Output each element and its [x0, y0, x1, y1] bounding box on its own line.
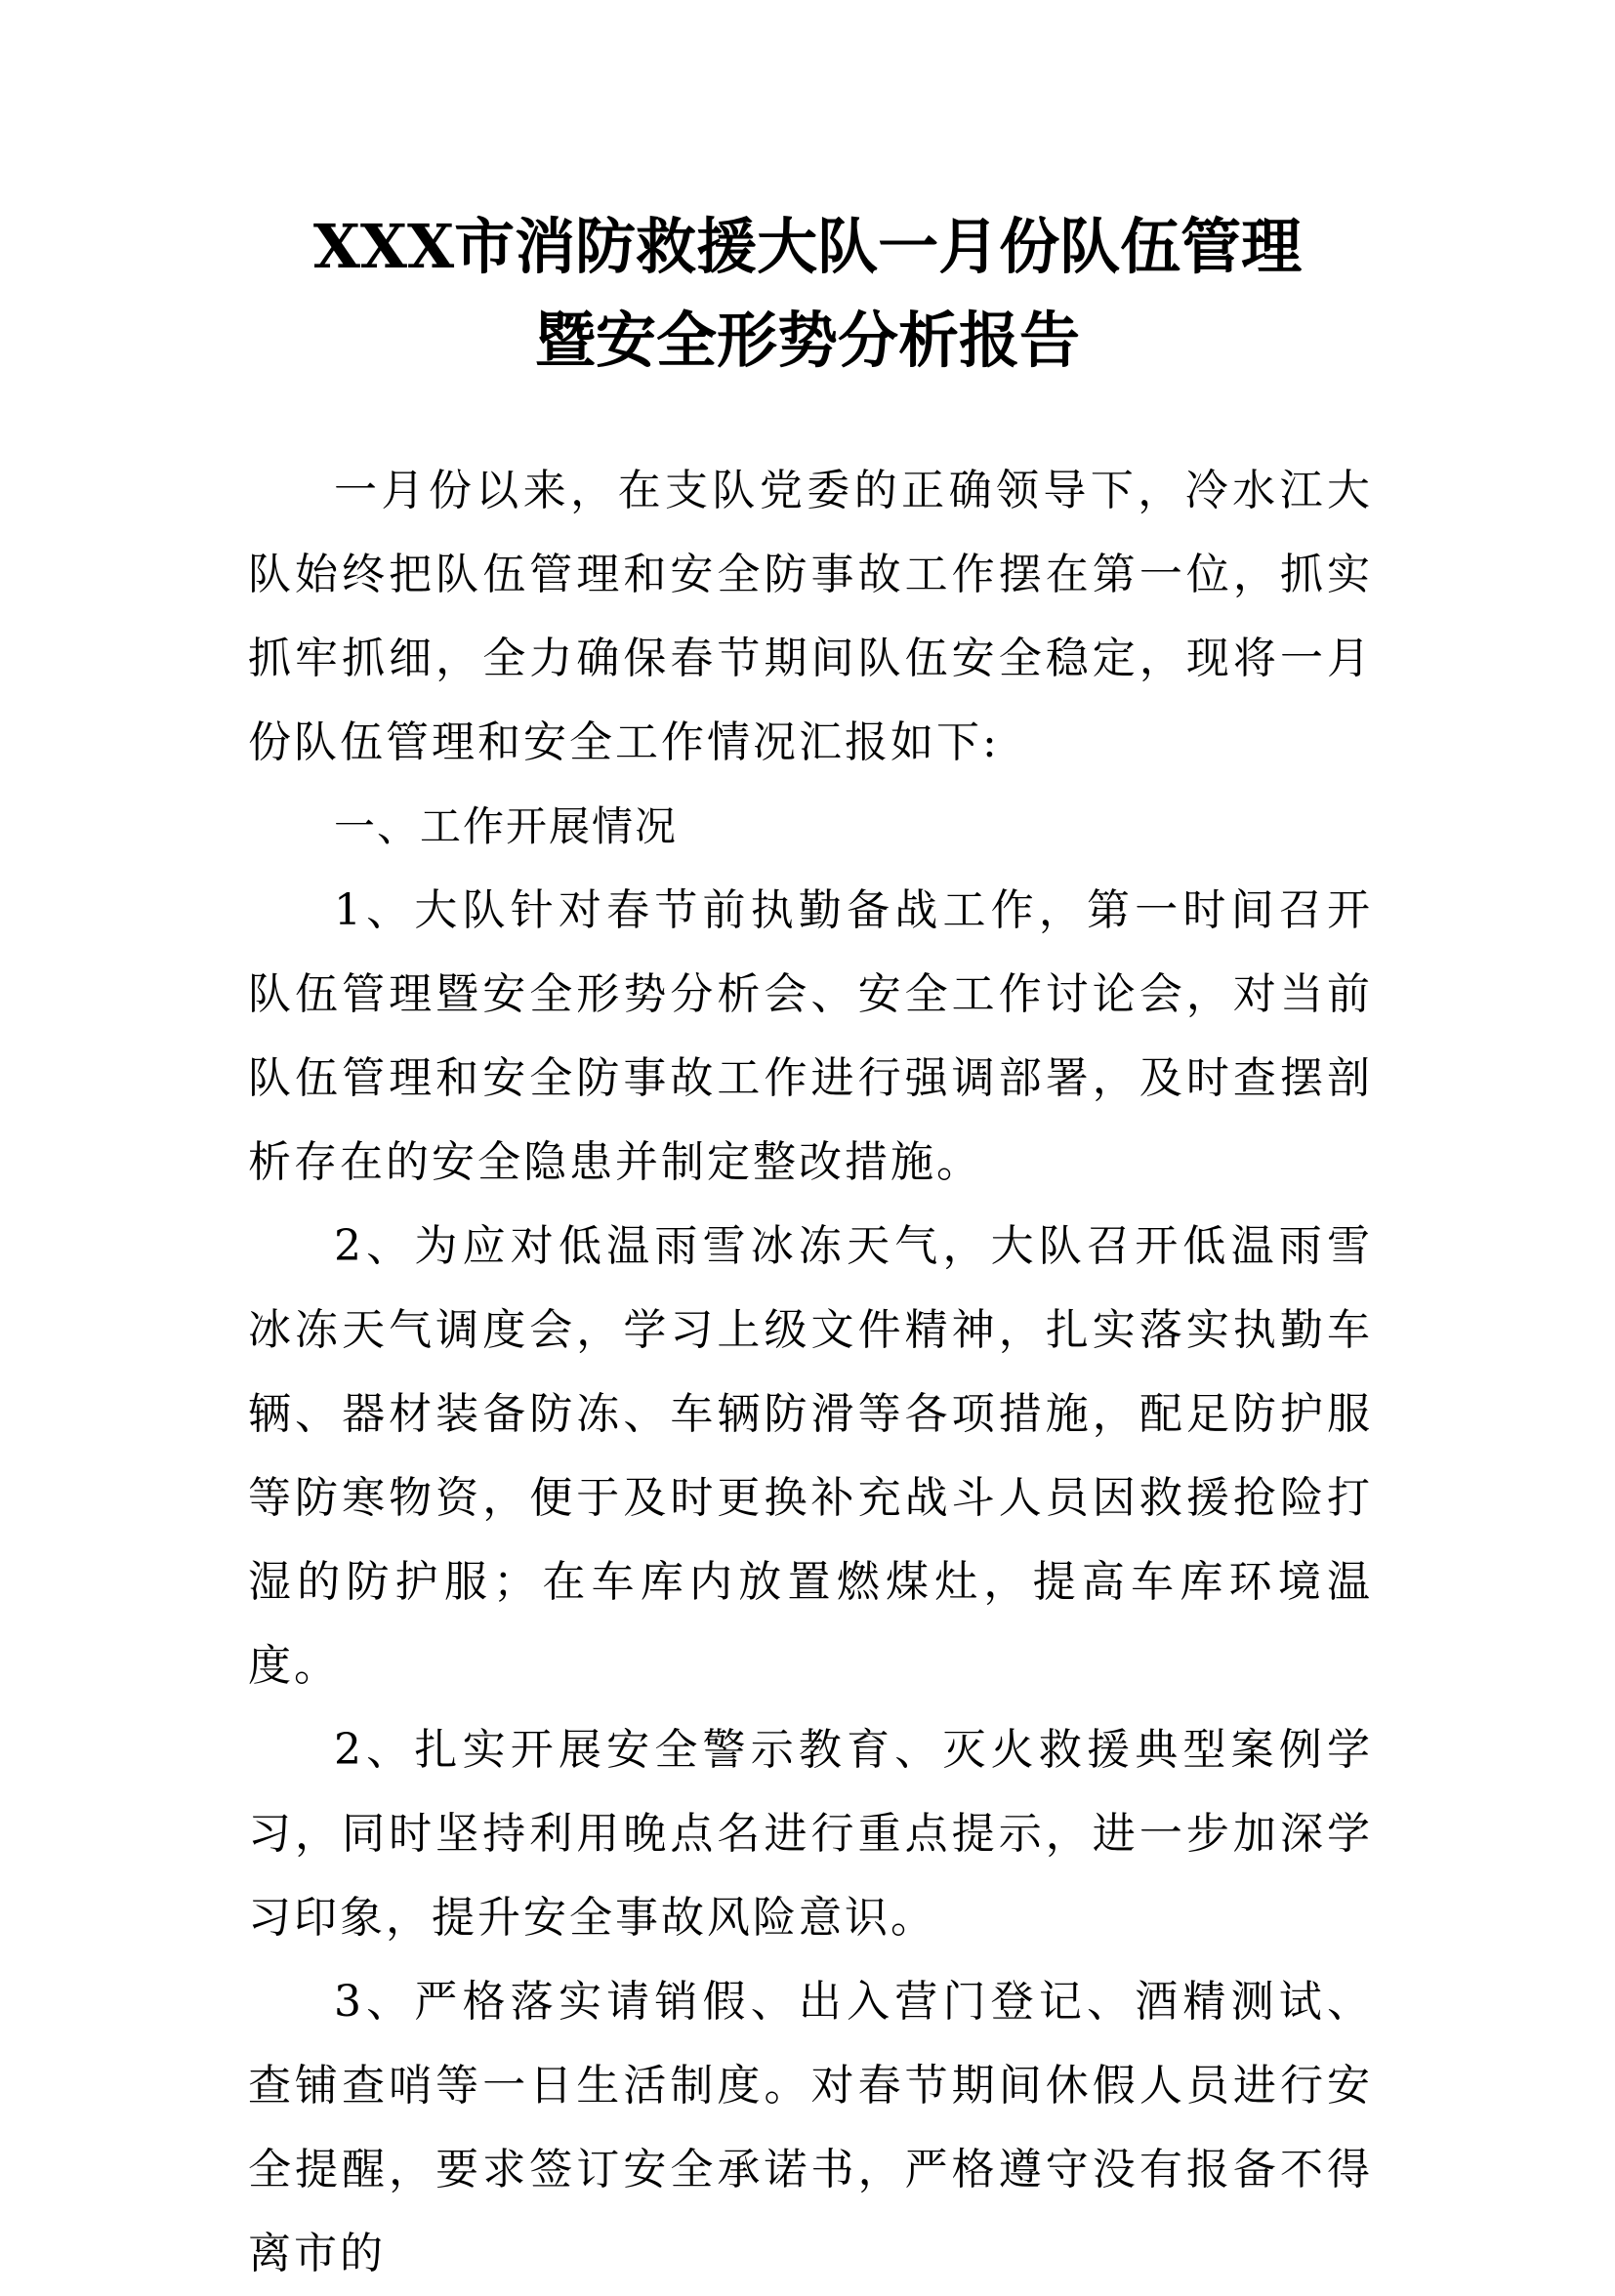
title-line-1: XXX市消防救援大队一月份队伍管理	[312, 211, 1303, 282]
intro-paragraph: 一月份以来，在支队党委的正确领导下，冷水江大队始终把队伍管理和安全防事故工作摆在第一位，抓实抓牢抓细，全力确保春节期间队伍安全稳定，现将一月份队伍管理和安全工作情况汇报如下:	[248, 466, 1373, 767]
item-paragraph-4: 3、严格落实请销假、出入营门登记、酒精测试、查铺查哨等一日生活制度。对春节期间休假人员进行安全提醒，要求签订安全承诺书，严格遵守没有报备不得离市的	[248, 1977, 1373, 2278]
item-paragraph-1: 1、大队针对春节前执勤备战工作，第一时间召开队伍管理暨安全形势分析会、安全工作讨论会，对当前队伍管理和安全防事故工作进行强调部署，及时查摆剖析存在的安全隐患并制定整改措施。	[248, 885, 1373, 1187]
item-paragraph-3: 2、扎实开展安全警示教育、灭火救援典型案例学习，同时坚持利用晚点名进行重点提示，进一步加深学习印象，提升安全事故风险意识。	[248, 1725, 1373, 1943]
title-line-2: 暨安全形势分析报告	[534, 305, 1080, 376]
item-paragraph-2: 2、为应对低温雨雪冰冻天气，大队召开低温雨雪冰冻天气调度会，学习上级文件精神，扎实落实执勤车辆、器材装备防冻、车辆防滑等各项措施，配足防护服等防寒物资，便于及时更换补充战斗人员因救援抢险打湿的防护服；在车库内放置燃煤灶，提高车库环境温度。	[248, 1221, 1373, 1691]
document-body	[248, 449, 1373, 2296]
section-heading: 一、工作开展情况	[334, 802, 679, 850]
document-title	[0, 200, 1615, 388]
